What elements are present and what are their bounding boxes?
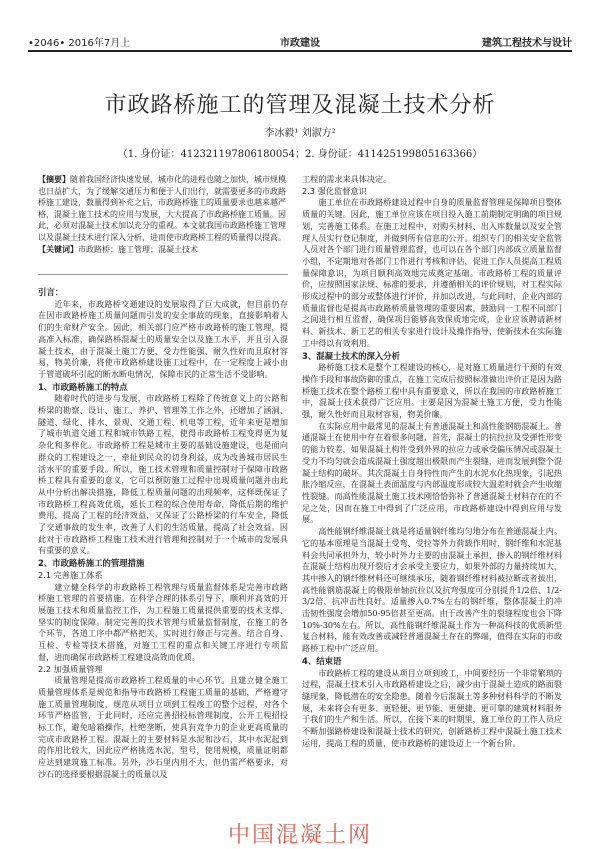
- paragraph: 建立健全科学的市政路桥工程管理与质量监督体系是完善市政路桥施工管理的首要措施。在科学合理的体系引导下，顺利并高效的开展施工技术和质量监控工作，为工程施工质量提供重要的技术支撑、坚实的制度保障。制定完善的技术管理与质量监督制度，在施工的各个环节，各道工序中都严格把关，实时进行修正与完善。结合自身、互检、专检等技术措施，对施工工程的重点和关键工序进行专项监督，进而确保市政路桥工程建设高效而优质。: [38, 581, 288, 662]
- right-column: [302, 174, 562, 749]
- watermark: 中国混凝土网: [227, 823, 372, 848]
- paragraph: 近年来，市政路桥交通建设的发展取得了巨大成就，但目前仍存在因市政路桥施工质量问题而引发的安全事故的现象，直接影响着人们的生命财产安全。因此，相关部门应严格市政路桥的施工管理，提高准入标准，确保路桥混凝土的质量安全以及施工水平，并且引入混凝土技术，由于混凝土施工方便，受力性能强、耐久性好而且取材容易，物美价廉，将使市政路桥建设施工过程中，在一定程度上减小由于管道破坏引起的断水断电情况，保障市民的正常生活不受影响。: [38, 298, 288, 379]
- subsection-heading: 2.1 完善施工体系: [38, 569, 103, 580]
- keywords: [38, 244, 288, 256]
- section-name: 市政建设: [280, 38, 320, 49]
- section-heading: 引言：: [38, 287, 64, 297]
- journal-name: 建筑工程技术与设计: [482, 38, 572, 49]
- abstract-rule: [38, 274, 288, 275]
- paragraph: 工程的需求来具体决定。: [302, 174, 392, 184]
- paper-title: 市政路桥施工的管理及混凝土技术分析: [104, 93, 496, 118]
- section-heading: 1、市政路桥施工的特点: [38, 381, 128, 392]
- abstract-label: 【摘要】: [38, 174, 70, 184]
- header-rule: [28, 50, 572, 52]
- section-heading: 2、市政路桥施工的管理措施: [38, 558, 145, 569]
- left-column: [38, 286, 288, 781]
- paragraph: 施工单位在市政路桥建设过程中自身的质量监督管理是保障项目整体质量的关键。因此，施工单位应该在项目投入施工前期制定明确的项目规划，完善施工体系。在施工过程中，对购买材料、出入库数量以及安全管理人员实行登记制度，并做到所有信息的公开。组织专门的相关安全监管人员对各个部门进行质量管理监督，也可以在各个部门内部成立质量监督小组，不定期地对各部门工作进行考核和评估，促进工作人员提高工程质量保障意识，为项目顺利高效地完成奠定基础。市政路桥工程的质量评价，应按照国家法规、标准的要求，并遵循相关的评价规则，对工程实际形成过程中的部分或整体进行评价，并加以改进，与此同时，企业内部的质量监督也是提高市政路桥质量管理的重要因素，鼓励同一工程不同部门之间进行相互监督，确保项目能够高效保质地完成，企业应该聘请新材料、新技术、新工艺的相关专家进行设计及操作指导，使新技术在实际施工中得以有效利用。: [302, 197, 562, 348]
- paragraph: 高性能钢纤维混凝土就是将适量钢纤维均匀地分布在普通混凝土内。它的基本原理是当混凝土受弯、受拉等外力荷载作用时，钢纤维和水泥基料会共同承担外力，较小时外力主要的由混凝土承担，掺入的钢纤维材料在混凝土结构出现开裂后才会承受主要应力，如果外部的力量持续加大，其中掺入的钢纤维材料还可继续承压，随着钢纤维材料被拉断或者拔出，高性能钢筋混凝土的极限单轴抗拉以及抗弯强度可分别提升1/2倍、1/2-3/2倍，抗冲击性良好。适量掺入0.7%左右的钢纤维，整体混凝土的冲击韧性强度会增加50-95倍甚至更高。由于改善产生的裂缝程度也会下降10%-30%左右。所以，高性能钢纤维混凝土作为一种高科技的优质新型复合材料，能有效改善或减轻普通混凝土存在的弊端，值得在实际的市政路桥工程中广泛应用。: [302, 526, 562, 654]
- page-header: [28, 34, 572, 48]
- paragraph: 在实际应用中最常见的混凝土有普通混凝土和高性能钢筋混凝土。普通混凝土在使用中存在着很多问题，首先，混凝土的抗拉拉及受弹性形变的能力较差，如果混凝土构件受到外界的拉应力或承受偏压情况或混凝土受力不均匀就会造成混凝土强度超出极限而产生裂缝，进而发展到整个混凝土结构的破坏。其次混凝土自身特性而产生的水泥水化热现象，引起热胀冷缩反应，在混凝土表面温度与内部温度形成较大温差时就会产生收缩性裂缝。而高性能混凝土施工技术刚恰恰弥补了普通混凝土材料存在的不足之处，因而在施工中得到了广泛应用，市政路桥建设中得到应用与发展。: [302, 420, 562, 525]
- keywords-body: 市政路桥；施工管理；混凝土技术: [78, 244, 198, 254]
- issue-info: •2046• 2016年7月上: [28, 38, 131, 49]
- affiliation: （1. 身份证：412321197806180054；2. 身份证：411425199805163366）: [117, 149, 483, 160]
- keywords-label: 【关键词】: [38, 243, 78, 254]
- abstract-body: 随着我国经济快速发展，城市化的进程也随之加快，城市规模也日益扩大，为了缓解交通压力和便于人们出行，就需要更多的市政路桥施工建设，数量得到补充之后，市政路桥施工的质量要求也越来越严格，混凝土施工技术的应用与发展，大大提高了市政路桥施工质量。因此，必须对混凝土技术加以充分的重视。本文就我国市政路桥施工管理以及混凝土技术进行深入分析，进而使市政路桥工程的质量得以提高。: [38, 175, 286, 242]
- paragraph: 市政路桥工程的建设从项目立项到竣工，中间要经历一个非常繁琐的过程，混凝土技术引入市政路桥建设之后，减少由于混凝土造成的路面裂缝现象，降低潜在的安全隐患。随着今后混凝土等多种材料科学的不断发展，未来将会有更多、更轻便、更节能、更便捷、更可靠的建筑材料服务于我们的生产和生活。所以，在接下来的时期里，施工单位的工作人员应不断加强路桥建设和混凝土技术的研究，创新路桥工程中混凝土施工技术运用，提高工程的质量，使市政路桥的建设迈上一个新台阶。: [302, 667, 562, 748]
- section-heading: 4、结束语: [302, 655, 342, 666]
- paragraph: 路桥施工技术是整个工程建设的核心，是对施工质量进行干预的有效操作手段和事故防御的重点，在施工完成后按照标准做出评价正是因为路桥施工技术在整个路桥工程中具有重要意义，所以在我国的市政路桥施工中，混凝土技术获得广泛应用。主要是因为混凝土施工方便，受力性能强，耐久性好而且取材容易，物美价廉。: [302, 362, 562, 420]
- abstract-block: [38, 174, 288, 255]
- paragraph: 质量管理是提高市政路桥工程质量的中心环节。且建立健全施工质量管理体系是规范和指导市政路桥工程施工质量的基础，严格遵守施工质量管理制度，规范从项目立项到工程竣工的整个过程，对各个环节严格监管，于此同时，还应完善招投标管理制度，公开工程招投标工作，避免暗箱操作，杜绝垄断，使具有竞争力的企业更高质量的完成市政路桥工程。混凝土的主要材料是水泥和沙石，其中水泥起到的作用比较大，因此应严格挑选水泥，型号，使用规模，质量证明都应达到建筑施工标准。另外，沙石里内用不大，但仍需严格要求，对沙石的选择要根据混凝土的质量以及: [38, 675, 288, 779]
- paragraph: 随着时代的进步与发展，市政路桥工程除了传统意义上的公路和桥梁的勘察、设计、施工、养护、管理等工作之外，还增加了涵洞、隧道、绿化、排水、景观、交通工程、机电等工程，近年来更是增加了城市轨道交通工程和城市铁路工程，使得市政路桥工程变得更为复杂化和多样化。市政路桥工程是城市主要的基础设施建设，也是面向群众的工程建设之一，牵扯到民众的切身利益，成为改善城市居民生活水平的重要手段。所以，施工技术管理和质量控制对于保障市政路桥工程具有重要的意义，它可以预防施工过程中出现质量问题并由此从中分析出解决措施，降低工程质量问题的出现频率，这样既保证了市政路桥工程高效优质，延长工程的综合使用寿命，降低后期的维护费用，提高了工程的经济效益，又保证了公路桥梁的行车安全，降低了交通事故的发生率，改善了人们的生活质量，提高了社会效益。因此对于市政路桥工程施工技术进行管理和控制对于一个城市的发展具有重要的意义。: [38, 393, 288, 556]
- authors: 李冰毅¹ 刘淑方²: [264, 128, 336, 139]
- subsection-heading: 2.2 加强质量管理: [38, 663, 103, 674]
- subsection-heading: 2.3 强化监督意识: [302, 185, 367, 196]
- section-heading: 3、混凝土技术的深入分析: [302, 350, 400, 361]
- abstract-text: [38, 174, 288, 244]
